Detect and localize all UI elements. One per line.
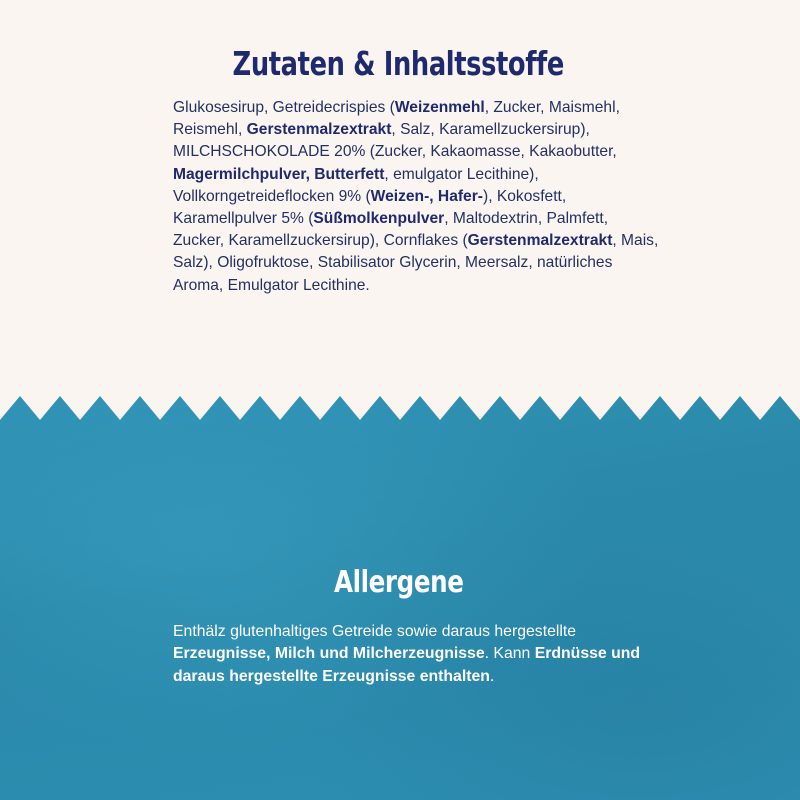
- allergen-text: [173, 621, 653, 688]
- highlighted-term: Erzeugnisse, Milch und Milcherzeugnisse: [173, 645, 485, 663]
- text-run: , Mais, Salz), Oligofruktose, Stabilisator Glycerin, Meersalz, natürliches Aroma, Emulgator Lecithine.: [173, 232, 659, 294]
- text-run: .: [489, 667, 495, 685]
- text-run: Enthälz glutenhaltiges Getreide sowie daraus hergestellte: [173, 623, 577, 640]
- ingredients-list-text: [173, 97, 661, 297]
- highlighted-term: Gerstenmalzextrakt: [246, 121, 392, 139]
- allergen-title: Allergene: [333, 565, 464, 600]
- text-run: , Maltodextrin, Palmfett, Zucker, Karamellzuckersirup), Cornflakes (: [173, 210, 609, 250]
- text-run: Glukosesirup, Getreidecrispies (: [173, 99, 395, 116]
- highlighted-term: Weizenmehl: [394, 99, 485, 116]
- highlighted-term: Magermilchpulver, Butterfett: [173, 165, 385, 183]
- highlighted-term: Süßmolkenpulver: [313, 210, 445, 228]
- highlighted-term: Gerstenmalzextrakt: [467, 232, 613, 250]
- text-run: , Zucker, Maismehl, Reismehl,: [173, 99, 620, 139]
- text-run: , Salz, Karamellzuckersirup), MILCHSCHOKOLADE 20% (Zucker, Kakaomasse, Kakaobutter,: [173, 121, 617, 161]
- text-run: . Kann: [484, 645, 535, 663]
- text-run: ), Kokosfett, Karamellpulver 5% (: [173, 187, 567, 228]
- text-run: , emulgator Lecithine), Vollkorngetreideflocken 9% (: [173, 165, 539, 205]
- ingredients-title: Zutaten & Inhaltsstoffe: [232, 44, 564, 83]
- highlighted-term: Weizen-, Hafer-: [370, 187, 483, 205]
- highlighted-term: Erdnüsse und daraus hergestellte Erzeugnisse enthalten: [173, 645, 641, 685]
